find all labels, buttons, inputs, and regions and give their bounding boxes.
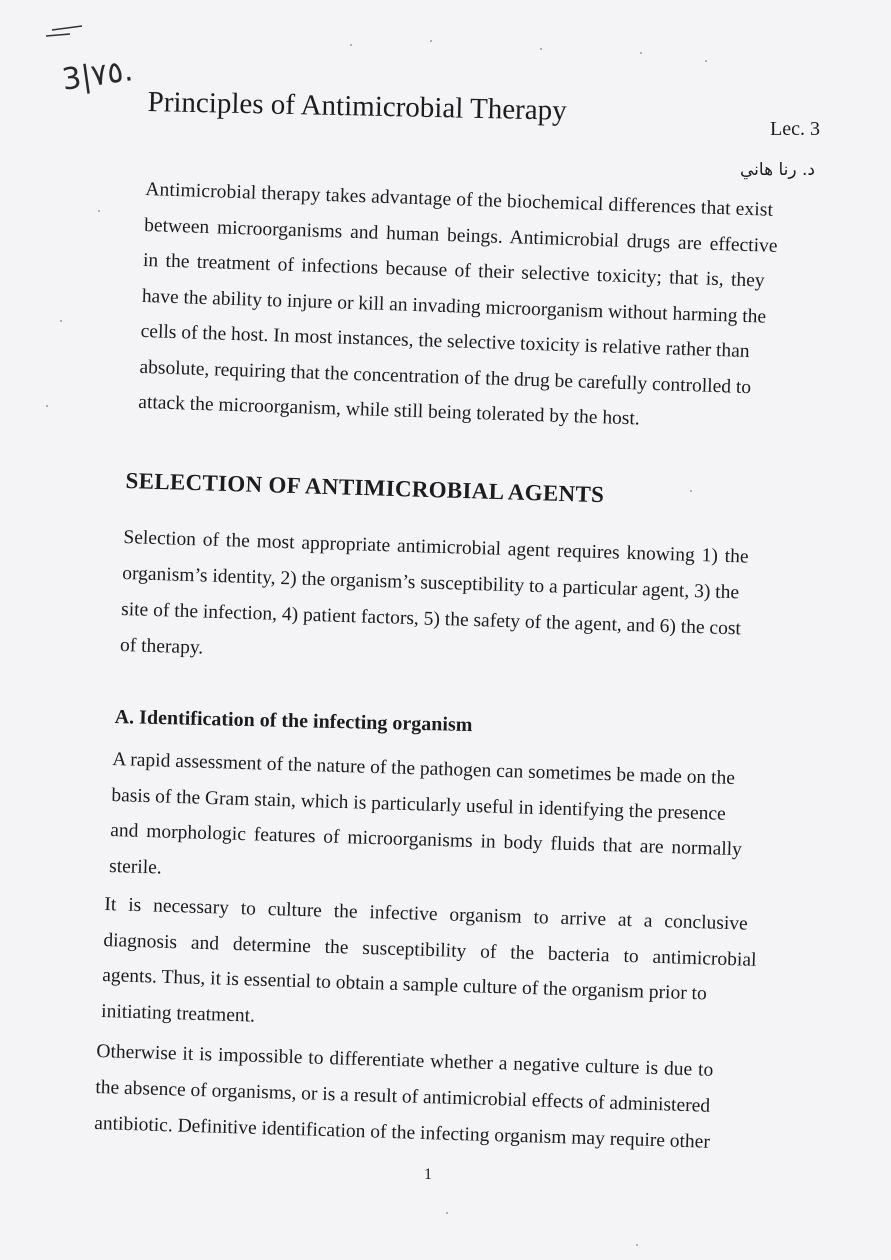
paragraph-line: It is necessary to culture the infective organism to arrive at a conclusive	[104, 893, 749, 935]
paragraph-line: antibiotic. Definitive identification of the infecting organism may require other	[93, 1112, 711, 1153]
scan-speck	[640, 52, 642, 54]
intro-line: attack the microorganism, while still being tolerated by the host.	[138, 391, 641, 430]
selection-line: Selection of the most appropriate antimicrobial agent requires knowing 1) the	[123, 526, 749, 568]
selection-paragraph	[119, 520, 749, 684]
negative-culture-paragraph	[94, 1034, 714, 1161]
intro-line: cells of the host. In most instances, the selective toxicity is relative rather than	[140, 320, 750, 363]
scan-speck	[446, 1212, 448, 1214]
paragraph-line: A rapid assessment of the nature of the pathogen can sometimes be made on the	[112, 748, 736, 790]
intro-line: Antimicrobial therapy takes advantage of the biochemical differences that exist	[145, 178, 774, 221]
intro-line: between microorganisms and human beings. Antimicrobial drugs are effective	[143, 214, 778, 257]
culture-paragraph	[101, 887, 758, 1049]
section-heading: SELECTION OF ANTIMICROBIAL AGENTS	[125, 468, 605, 508]
paragraph-line: the absence of organisms, or is a result of antimicrobial effects of administered	[95, 1076, 711, 1117]
selection-line: site of the infection, 4) patient factors, 5) the safety of the agent, and 6) the cost	[120, 598, 742, 640]
scan-speck	[636, 1244, 638, 1246]
subsection-heading: A. Identification of the infecting organism	[114, 706, 473, 737]
gram-stain-paragraph	[109, 742, 745, 903]
page-number: 1	[424, 1166, 432, 1183]
intro-line: in the treatment of infections because of their selective toxicity; that is, they	[142, 249, 765, 292]
paragraph-line: Otherwise it is impossible to differentiate whether a negative culture is due to	[96, 1040, 714, 1081]
handwritten-margin-note: 3|۷٥.	[59, 53, 136, 98]
paragraph-line: agents. Thus, it is essential to obtain a sample culture of the organism prior to	[101, 964, 708, 1005]
paragraph-line: and morphologic features of microorganisms in body fluids that are normally	[109, 819, 743, 861]
page-title: Principles of Antimicrobial Therapy	[147, 86, 567, 127]
scan-speck	[98, 210, 100, 212]
scan-speck	[60, 320, 62, 322]
author-name: د. رنا هاني	[740, 160, 815, 180]
paragraph-line: basis of the Gram stain, which is particularly useful in identifying the presence	[111, 784, 727, 825]
selection-line: organism’s identity, 2) the organism’s susceptibility to a particular agent, 3) the	[121, 562, 740, 604]
scan-speck	[690, 490, 692, 492]
scan-speck	[705, 60, 707, 62]
paragraph-line: diagnosis and determine the susceptibility of the bacteria to antimicrobial	[103, 929, 757, 971]
intro-line: have the ability to injure or kill an invading microorganism without harming the	[141, 285, 767, 328]
paragraph-line: initiating treatment.	[100, 1000, 256, 1027]
scan-speck	[430, 40, 432, 42]
intro-paragraph	[138, 172, 779, 441]
scan-speck	[540, 48, 542, 50]
paragraph-line: sterile.	[108, 855, 163, 879]
selection-line: of therapy.	[119, 634, 204, 659]
scan-speck	[46, 405, 48, 407]
handwritten-mark	[42, 24, 102, 42]
lecture-label: Lec. 3	[770, 118, 820, 140]
intro-line: absolute, requiring that the concentration of the drug be carefully controlled to	[139, 356, 752, 398]
scan-speck	[350, 44, 352, 46]
